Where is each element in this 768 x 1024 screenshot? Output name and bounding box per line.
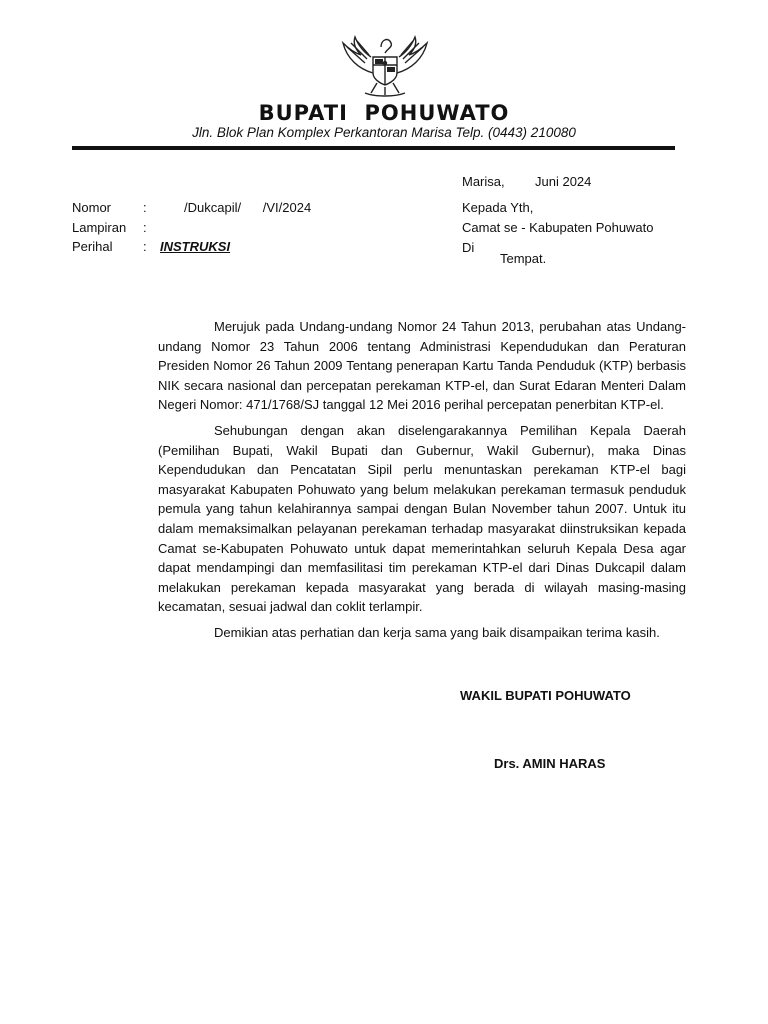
perihal-value: INSTRUKSI [160,239,231,254]
nomor-value: /Dukcapil/ /VI/2024 [184,200,312,215]
lampiran-label: Lampiran [72,220,127,235]
date-place: Marisa, [462,174,505,189]
nomor-label: Nomor [72,200,112,215]
date-month-year: Juni 2024 [535,174,592,189]
letter-body [158,317,686,649]
recipient-line-1: Kepada Yth, [462,200,534,215]
lampiran-colon: : [143,220,147,235]
letterhead-address: Jln. Blok Plan Komplex Perkantoran Marisa Telp. (0443) 210080 [192,125,576,140]
perihal-colon: : [143,239,147,254]
recipient-line-2: Camat se - Kabupaten Pohuwato [462,220,654,235]
signature-name: Drs. AMIN HARAS [494,756,606,771]
letterhead-title: BUPATI POHUWATO [258,101,510,125]
letterhead-divider [72,146,675,150]
recipient-line-3: Di [462,240,475,255]
recipient-line-4: Tempat. [500,251,547,266]
garuda-emblem-icon [335,33,435,99]
signature-position: WAKIL BUPATI POHUWATO [460,688,631,703]
nomor-colon: : [143,200,147,215]
body-paragraph-1: Merujuk pada Undang-undang Nomor 24 Tahun 2013, perubahan atas Undang-undang Nomor 23 Tahun 2006 tentang Administrasi Kependudukan dan Peraturan Presiden Nomor 26 Tahun 2009 Tentang penerapan Kartu Tanda Penduduk (KTP) berbasis NIK secara nasional dan percepatan perekaman KTP-el, dan Surat Edaran Menteri Dalam Negeri Nomor: 471/1768/SJ tanggal 12 Mei 2016 perihal percepatan penerbitan KTP-el. [158,319,686,413]
body-paragraph-3: Demikian atas perhatian dan kerja sama yang baik disampaikan terima kasih. [214,624,660,640]
body-paragraph-2: Sehubungan dengan akan diselengarakannya Pemilihan Kepala Daerah (Pemilihan Bupati, Wakil Bupati dan Gubernur, Wakil Gubernur), maka Dinas Kependudukan dan Pencatatan Sipil perlu menuntaskan perekaman KTP-el bagi masyarakat Kabupaten Pohuwato yang belum melakukan perekaman termasuk penduduk pemula yang tahun kelahirannya sampai dengan Bulan November tahun 2007. Untuk itu dalam memaksimalkan pelayanan perekaman terhadap masyarakat diinstruksikan kepada Camat se-Kabupaten Pohuwato untuk dapat memerintahkan seluruh Kepala Desa agar dapat mendampingi dan memfasilitasi tim perekaman KTP-el dari Dinas Dukcapil dalam melakukan perekaman kepada masyarakat yang berada di wilayah masing-masing kecamatan, sesuai jadwal dan coklit terlampir. [158,422,686,615]
perihal-label: Perihal [72,239,113,254]
